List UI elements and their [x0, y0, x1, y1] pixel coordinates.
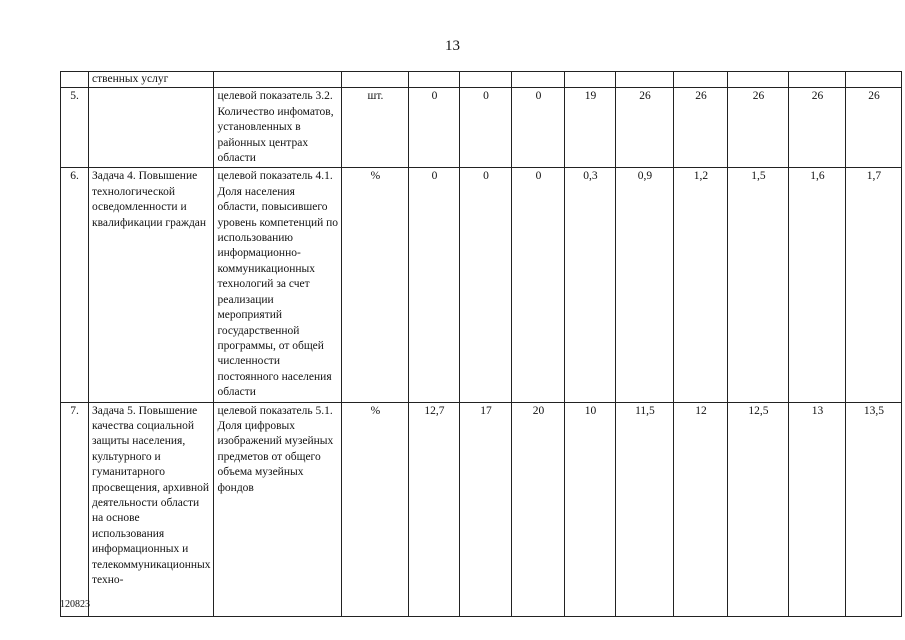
cell-value: 26: [674, 88, 728, 168]
table-row: [61, 168, 902, 402]
cell-value: [409, 72, 460, 88]
cell-unit: [342, 72, 409, 88]
cell-value: 1,2: [674, 168, 728, 402]
cell-value: 13: [789, 402, 846, 616]
table-row-continuation: [61, 72, 902, 88]
cell-value: 26: [846, 88, 902, 168]
cell-task: ственных услуг: [89, 72, 214, 88]
cell-value: 12: [674, 402, 728, 616]
cell-value: 17: [460, 402, 512, 616]
cell-value: [674, 72, 728, 88]
cell-value: 1,7: [846, 168, 902, 402]
cell-num: 6.: [61, 168, 89, 402]
cell-task: Задача 5. Повышение качества социальной защиты населения, культурного и гуманитарного просвещения, архивной деятельности области на основе использования информационных и телекоммуникационных техно-: [89, 402, 214, 616]
cell-value: 12,7: [409, 402, 460, 616]
cell-value: 10: [565, 402, 616, 616]
cell-value: [616, 72, 674, 88]
cell-indicator: целевой показатель 3.2. Количество инфоматов, установленных в районных центрах области: [214, 88, 342, 168]
cell-value: 1,6: [789, 168, 846, 402]
cell-indicator: целевой показатель 5.1. Доля цифровых изображений музейных предметов от общего объема музейных фондов: [214, 402, 342, 616]
cell-value: 0,9: [616, 168, 674, 402]
cell-value: [565, 72, 616, 88]
cell-value: 26: [789, 88, 846, 168]
cell-value: 0: [460, 168, 512, 402]
cell-value: [789, 72, 846, 88]
cell-value: 0: [512, 168, 565, 402]
cell-value: 1,5: [728, 168, 789, 402]
cell-value: [728, 72, 789, 88]
indicators-table: [60, 71, 902, 617]
cell-indicator: [214, 72, 342, 88]
cell-value: 0: [460, 88, 512, 168]
cell-value: 12,5: [728, 402, 789, 616]
cell-value: 26: [728, 88, 789, 168]
cell-value: 20: [512, 402, 565, 616]
cell-value: [460, 72, 512, 88]
cell-num: 7.: [61, 402, 89, 616]
cell-value: [846, 72, 902, 88]
cell-indicator: целевой показатель 4.1. Доля населения области, повысившего уровень компетенций по использованию информационно-коммуникационных технологий за счет реализации мероприятий государственной программы, от общей численности постоянного населения области: [214, 168, 342, 402]
cell-value: 13,5: [846, 402, 902, 616]
cell-value: 19: [565, 88, 616, 168]
table-row: [61, 402, 902, 616]
cell-value: 26: [616, 88, 674, 168]
cell-task: [89, 88, 214, 168]
cell-unit: %: [342, 168, 409, 402]
cell-value: [512, 72, 565, 88]
page-number: 13: [445, 38, 460, 54]
cell-num: 5.: [61, 88, 89, 168]
cell-value: 0: [512, 88, 565, 168]
cell-value: 0: [409, 88, 460, 168]
cell-num: [61, 72, 89, 88]
cell-unit: шт.: [342, 88, 409, 168]
cell-unit: %: [342, 402, 409, 616]
cell-value: 11,5: [616, 402, 674, 616]
table-row: [61, 88, 902, 168]
cell-value: 0,3: [565, 168, 616, 402]
cell-value: 0: [409, 168, 460, 402]
cell-task: Задача 4. Повышение технологической осведомленности и квалификации граждан: [89, 168, 214, 402]
document-code: 120823: [60, 599, 90, 610]
